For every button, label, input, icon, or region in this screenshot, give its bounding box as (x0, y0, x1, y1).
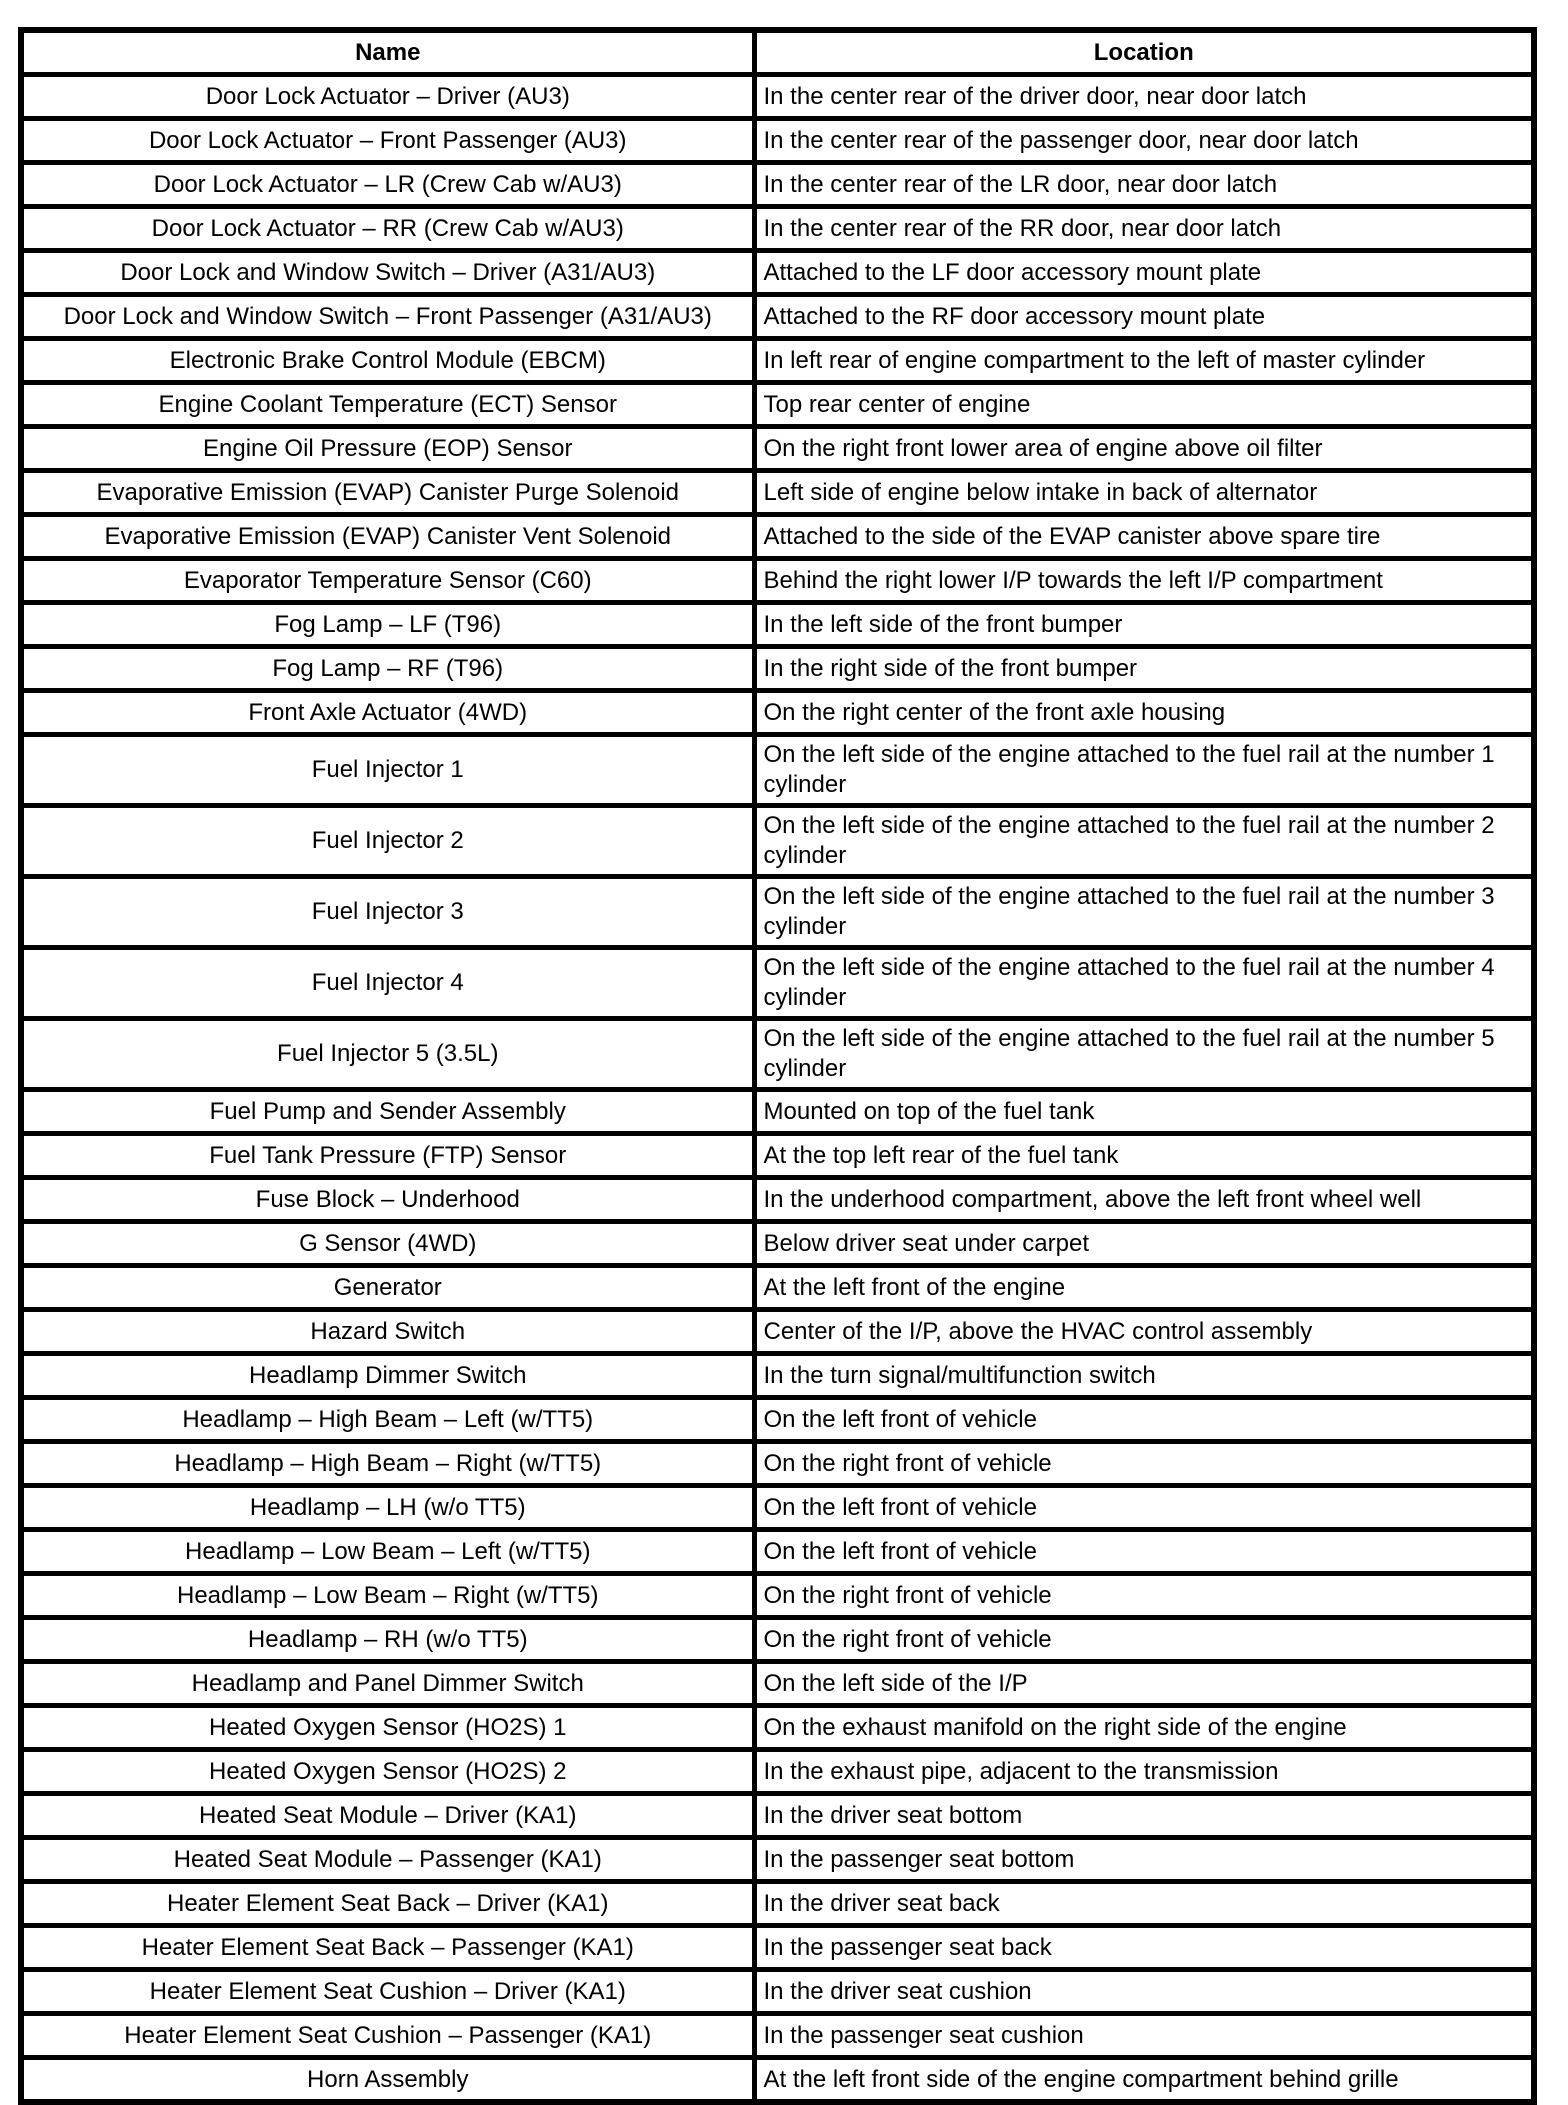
component-name-cell: Front Axle Actuator (4WD) (21, 691, 754, 735)
table-row (21, 691, 1534, 735)
component-location-cell: In the driver seat back (754, 1882, 1534, 1926)
table-row (21, 1398, 1534, 1442)
table-row (21, 1442, 1534, 1486)
component-location-cell: On the left side of the engine attached to the fuel rail at the number 2 cylinder (754, 806, 1534, 877)
table-row (21, 1926, 1534, 1970)
component-name-cell: Hazard Switch (21, 1310, 754, 1354)
component-name-cell: Fuel Injector 4 (21, 948, 754, 1019)
table-row (21, 1750, 1534, 1794)
component-name-cell: Heated Oxygen Sensor (HO2S) 1 (21, 1706, 754, 1750)
component-name-cell: Fuel Pump and Sender Assembly (21, 1090, 754, 1134)
component-name-cell: Heated Oxygen Sensor (HO2S) 2 (21, 1750, 754, 1794)
component-name-cell: Evaporator Temperature Sensor (C60) (21, 559, 754, 603)
component-name-cell: Door Lock and Window Switch – Driver (A31/AU3) (21, 251, 754, 295)
component-name-cell: Heated Seat Module – Driver (KA1) (21, 1794, 754, 1838)
table-row (21, 1882, 1534, 1926)
component-location-cell: On the left front of vehicle (754, 1486, 1534, 1530)
table-row (21, 877, 1534, 948)
component-location-cell: In the exhaust pipe, adjacent to the transmission (754, 1750, 1534, 1794)
table-row (21, 471, 1534, 515)
table-row (21, 1970, 1534, 2014)
component-location-cell: In left rear of engine compartment to the left of master cylinder (754, 339, 1534, 383)
component-name-cell: Engine Oil Pressure (EOP) Sensor (21, 427, 754, 471)
table-row (21, 1574, 1534, 1618)
component-name-cell: Fuel Injector 3 (21, 877, 754, 948)
table-row (21, 647, 1534, 691)
component-location-cell: In the driver seat bottom (754, 1794, 1534, 1838)
table-row (21, 1618, 1534, 1662)
component-location-cell: On the right front of vehicle (754, 1442, 1534, 1486)
component-location-cell: Attached to the side of the EVAP canister above spare tire (754, 515, 1534, 559)
component-location-cell: At the top left rear of the fuel tank (754, 1134, 1534, 1178)
table-row (21, 1090, 1534, 1134)
component-name-cell: Headlamp – High Beam – Right (w/TT5) (21, 1442, 754, 1486)
component-name-cell: Heater Element Seat Back – Passenger (KA1) (21, 1926, 754, 1970)
component-name-cell: Fog Lamp – LF (T96) (21, 603, 754, 647)
table-row (21, 1019, 1534, 1090)
table-row (21, 295, 1534, 339)
component-name-cell: Door Lock Actuator – RR (Crew Cab w/AU3) (21, 207, 754, 251)
component-location-cell: In the passenger seat bottom (754, 1838, 1534, 1882)
table-row (21, 427, 1534, 471)
component-location-cell: At the left front side of the engine compartment behind grille (754, 2058, 1534, 2103)
component-location-cell: On the right front lower area of engine above oil filter (754, 427, 1534, 471)
table-row (21, 948, 1534, 1019)
component-location-cell: Top rear center of engine (754, 383, 1534, 427)
component-location-cell: In the center rear of the LR door, near door latch (754, 163, 1534, 207)
component-name-cell: Door Lock Actuator – Front Passenger (AU3) (21, 119, 754, 163)
component-location-cell: On the left side of the engine attached to the fuel rail at the number 4 cylinder (754, 948, 1534, 1019)
header-row (21, 30, 1534, 75)
component-name-cell: Headlamp – LH (w/o TT5) (21, 1486, 754, 1530)
component-location-table (18, 27, 1537, 2105)
component-location-cell: On the left front of vehicle (754, 1398, 1534, 1442)
table-row (21, 806, 1534, 877)
table-row (21, 1310, 1534, 1354)
component-location-cell: On the exhaust manifold on the right side of the engine (754, 1706, 1534, 1750)
component-name-cell: Horn Assembly (21, 2058, 754, 2103)
component-location-cell: Left side of engine below intake in back of alternator (754, 471, 1534, 515)
component-name-cell: Door Lock and Window Switch – Front Passenger (A31/AU3) (21, 295, 754, 339)
component-name-cell: Fuel Injector 1 (21, 735, 754, 806)
component-name-cell: Fuel Injector 2 (21, 806, 754, 877)
table-row (21, 559, 1534, 603)
component-location-cell: Mounted on top of the fuel tank (754, 1090, 1534, 1134)
component-location-cell: In the right side of the front bumper (754, 647, 1534, 691)
component-name-cell: G Sensor (4WD) (21, 1222, 754, 1266)
table-row (21, 1134, 1534, 1178)
component-location-cell: On the left front of vehicle (754, 1530, 1534, 1574)
table-row (21, 1222, 1534, 1266)
table-row (21, 2058, 1534, 2103)
table-row (21, 383, 1534, 427)
component-location-cell: In the underhood compartment, above the left front wheel well (754, 1178, 1534, 1222)
table-row (21, 1794, 1534, 1838)
column-header-location: Location (754, 30, 1534, 75)
table-row (21, 1662, 1534, 1706)
component-name-cell: Evaporative Emission (EVAP) Canister Purge Solenoid (21, 471, 754, 515)
component-name-cell: Headlamp – High Beam – Left (w/TT5) (21, 1398, 754, 1442)
component-name-cell: Fuse Block – Underhood (21, 1178, 754, 1222)
table-row (21, 2014, 1534, 2058)
component-name-cell: Fuel Injector 5 (3.5L) (21, 1019, 754, 1090)
component-name-cell: Door Lock Actuator – Driver (AU3) (21, 75, 754, 119)
table-row (21, 1838, 1534, 1882)
component-location-cell: In the turn signal/multifunction switch (754, 1354, 1534, 1398)
component-name-cell: Evaporative Emission (EVAP) Canister Vent Solenoid (21, 515, 754, 559)
table-row (21, 251, 1534, 295)
component-name-cell: Headlamp and Panel Dimmer Switch (21, 1662, 754, 1706)
component-name-cell: Heater Element Seat Back – Driver (KA1) (21, 1882, 754, 1926)
component-name-cell: Heater Element Seat Cushion – Driver (KA1) (21, 1970, 754, 2014)
component-location-cell: On the left side of the engine attached to the fuel rail at the number 1 cylinder (754, 735, 1534, 806)
component-name-cell: Electronic Brake Control Module (EBCM) (21, 339, 754, 383)
component-location-cell: In the passenger seat cushion (754, 2014, 1534, 2058)
component-name-cell: Headlamp – Low Beam – Right (w/TT5) (21, 1574, 754, 1618)
component-location-cell: Center of the I/P, above the HVAC control assembly (754, 1310, 1534, 1354)
component-location-cell: On the right front of vehicle (754, 1574, 1534, 1618)
component-location-cell: On the left side of the engine attached to the fuel rail at the number 3 cylinder (754, 877, 1534, 948)
component-name-cell: Fog Lamp – RF (T96) (21, 647, 754, 691)
component-location-cell: In the center rear of the passenger door, near door latch (754, 119, 1534, 163)
table-body (21, 75, 1534, 2103)
component-name-cell: Headlamp – Low Beam – Left (w/TT5) (21, 1530, 754, 1574)
component-location-cell: In the passenger seat back (754, 1926, 1534, 1970)
component-location-cell: In the left side of the front bumper (754, 603, 1534, 647)
column-header-name: Name (21, 30, 754, 75)
table-row (21, 119, 1534, 163)
component-name-cell: Fuel Tank Pressure (FTP) Sensor (21, 1134, 754, 1178)
table-row (21, 603, 1534, 647)
component-name-cell: Heater Element Seat Cushion – Passenger (KA1) (21, 2014, 754, 2058)
table-row (21, 735, 1534, 806)
component-location-cell: At the left front of the engine (754, 1266, 1534, 1310)
component-location-cell: Attached to the RF door accessory mount plate (754, 295, 1534, 339)
component-location-cell: On the left side of the I/P (754, 1662, 1534, 1706)
table-row (21, 163, 1534, 207)
component-location-cell: Below driver seat under carpet (754, 1222, 1534, 1266)
component-location-cell: Attached to the LF door accessory mount plate (754, 251, 1534, 295)
table-row (21, 515, 1534, 559)
table-row (21, 1486, 1534, 1530)
table-row (21, 339, 1534, 383)
table-row (21, 207, 1534, 251)
component-name-cell: Door Lock Actuator – LR (Crew Cab w/AU3) (21, 163, 754, 207)
component-location-cell: On the right center of the front axle housing (754, 691, 1534, 735)
component-location-cell: In the driver seat cushion (754, 1970, 1534, 2014)
component-location-cell: In the center rear of the RR door, near door latch (754, 207, 1534, 251)
table-row (21, 1266, 1534, 1310)
table-row (21, 1178, 1534, 1222)
component-name-cell: Generator (21, 1266, 754, 1310)
component-name-cell: Engine Coolant Temperature (ECT) Sensor (21, 383, 754, 427)
component-location-cell: Behind the right lower I/P towards the left I/P compartment (754, 559, 1534, 603)
component-location-cell: In the center rear of the driver door, near door latch (754, 75, 1534, 119)
component-location-cell: On the right front of vehicle (754, 1618, 1534, 1662)
component-name-cell: Headlamp – RH (w/o TT5) (21, 1618, 754, 1662)
component-name-cell: Heated Seat Module – Passenger (KA1) (21, 1838, 754, 1882)
component-name-cell: Headlamp Dimmer Switch (21, 1354, 754, 1398)
table-row (21, 1530, 1534, 1574)
table-row (21, 1354, 1534, 1398)
table-row (21, 75, 1534, 119)
table-row (21, 1706, 1534, 1750)
component-location-cell: On the left side of the engine attached to the fuel rail at the number 5 cylinder (754, 1019, 1534, 1090)
